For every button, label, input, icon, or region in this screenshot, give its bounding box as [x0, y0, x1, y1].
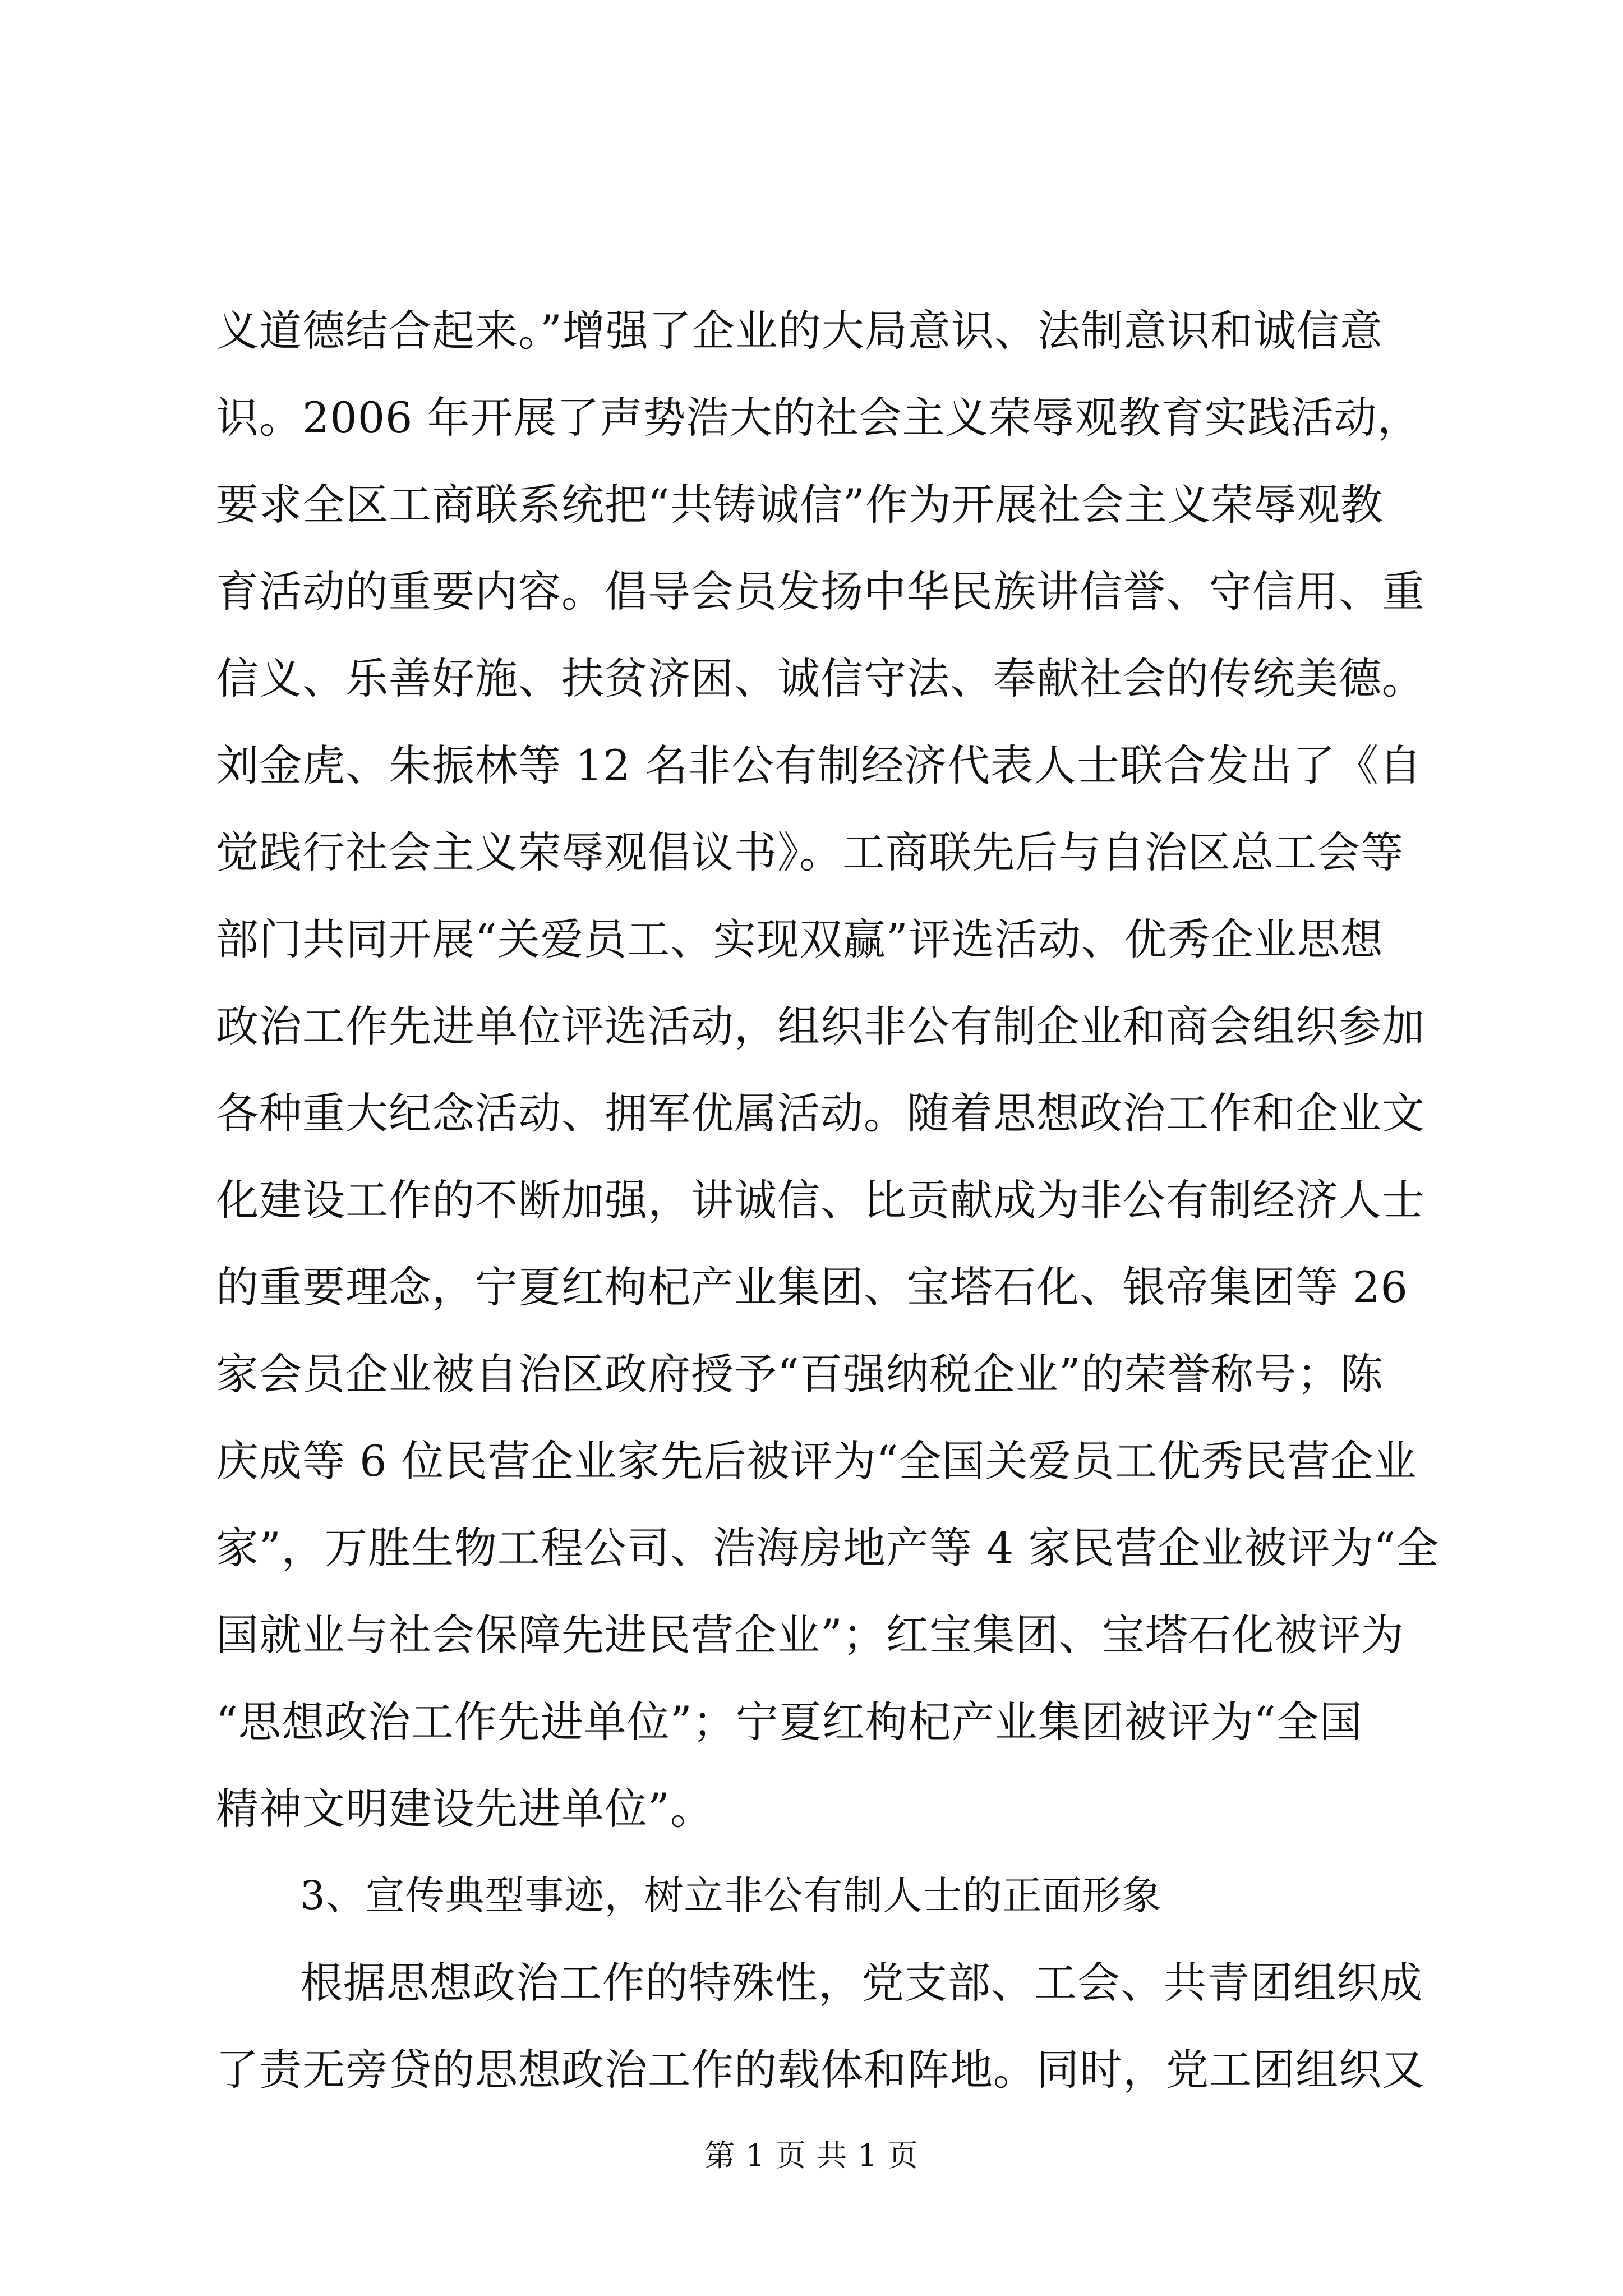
text-line: 了责无旁贷的思想政治工作的载体和阵地。同时，党工团组织又: [216, 2045, 1425, 2095]
text-line: 识。2006 年开展了声势浩大的社会主义荣辱观教育实践活动，: [216, 393, 1421, 443]
text-line: 家”，万胜生物工程公司、浩海房地产等 4 家民营企业被评为“全: [216, 1523, 1440, 1573]
text-line: 的重要理念，宁夏红枸杞产业集团、宝塔石化、银帝集团等 26: [216, 1262, 1408, 1312]
text-line: 政治工作先进单位评选活动，组织非公有制企业和商会组织参加: [216, 1001, 1425, 1051]
text-line: 要求全区工商联系统把“共铸诚信”作为开展社会主义荣辱观教: [216, 480, 1384, 530]
text-line: 义道德结合起来。”增强了企业的大局意识、法制意识和诚信意: [216, 306, 1383, 356]
text-line: 各种重大纪念活动、拥军优属活动。随着思想政治工作和企业文: [216, 1088, 1425, 1138]
text-line: 信义、乐善好施、扶贫济困、诚信守法、奉献社会的传统美德。: [216, 654, 1425, 703]
text-line: 化建设工作的不断加强，讲诚信、比贡献成为非公有制经济人士: [216, 1175, 1425, 1225]
page-footer: 第 1 页 共 1 页: [704, 2138, 919, 2173]
section-heading: 3、宣传典型事迹，树立非公有制人士的正面形象: [300, 1872, 1162, 1918]
text-line: 精神文明建设先进单位”。: [216, 1784, 713, 1834]
body-text: [216, 287, 1440, 2113]
text-line: 家会员企业被自治区政府授予“百强纳税企业”的荣誉称号；陈: [216, 1349, 1384, 1399]
text-line: “思想政治工作先进单位”；宁夏红枸杞产业集团被评为“全国: [216, 1697, 1363, 1747]
text-line: 庆成等 6 位民营企业家先后被评为“全国关爱员工优秀民营企业: [216, 1436, 1417, 1486]
text-line: 觉践行社会主义荣辱观倡议书》。工商联先后与自治区总工会等: [216, 827, 1404, 877]
text-line: 根据思想政治工作的特殊性，党支部、工会、共青团组织成: [300, 1958, 1423, 2008]
text-line: 育活动的重要内容。倡导会员发扬中华民族讲信誉、守信用、重: [216, 567, 1425, 616]
text-line: 国就业与社会保障先进民营企业”；红宝集团、宝塔石化被评为: [216, 1610, 1404, 1660]
text-line: 部门共同开展“关爱员工、实现双赢”评选活动、优秀企业思想: [216, 914, 1384, 964]
text-line: 刘金虎、朱振林等 12 名非公有制经济代表人士联合发出了《自: [216, 740, 1423, 790]
